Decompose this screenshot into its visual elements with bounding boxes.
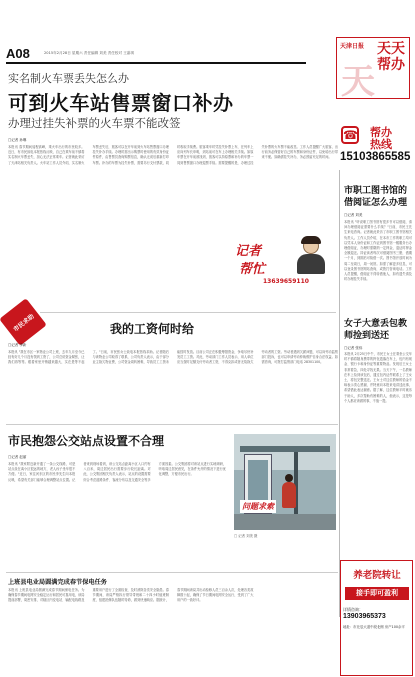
hotline-title-b: 热线 [370, 138, 392, 151]
page-number: A08 [6, 46, 30, 61]
elevator-body: 本报讯 上班县电业局圆满完成春节期间保电任务。为确保春节期间电网安全稳定运行和居民可靠用电，该局提前部署，周密安排，对辖区内变电站、输配电线路及重要用户进行了全面检查，及时消除各类安全隐患。春节期间，该局严格执行领导带班和二十四小时值班制度，组建抢修队伍随时待命，做到快速响应。据统计，春节期间该局共出动检修人员三百余人次，处理各类故障数十起，确保了节日期间电网安全运行，受到了广大用户的一致好评。 [8, 588, 254, 603]
stamp-word-a: 记者 [235, 244, 262, 259]
lead-body: 本报讯 春节期间返程高峰，乘火车出行的市民较多。近日，有市民致电本报热线反映，自己在乘车前不慎将实名制火车票丢失，担心无法正常乘车。记者就此采访了天津站相关负责人。火车站工作人员介绍，实名制火车票丢失后，旅客可以在开车前到火车站售票窗口办理挂失补办手续。办理时需出示购票时使用的有效身份证件原件，由售票员查询购票信息，确认无误后重新打印车票。补办的车票为挂失补票，需要另行支付票款，同时收取手续费。旅客乘车时凭挂失补票上车，在列车上应向列车长申明，到站前可在车上办理相关手续。如原车票在开车前被找到，旅客可以持原票和补办的车票一同到售票窗口办理退票手续。需要提醒的是，办理过挂失补票的火车票不能改签。工作人员提醒广大旅客，出行前务必保管好自己的车票和身份证件，以免给出行带来不便。如确需挂失补办，务必预留充足的时间。 [8, 145, 338, 165]
ad-phone-label: 详情咨询： [343, 607, 363, 612]
column-divider [339, 170, 340, 617]
header-rule [6, 62, 306, 64]
hotline-title-a: 帮办 [370, 126, 392, 139]
ad-box [340, 560, 413, 676]
header-meta: 2015年2月28日 星期六 责任编辑 刘美 责任校对 王嘉琪 [44, 51, 134, 55]
wage-bottom-rule [6, 424, 338, 425]
station-headline: 市民抱怨公交站点设置不合理 [8, 434, 165, 448]
card-body: 本报讯 "听说职工图书馆有很多书可以借阅，请问办理借阅证需要什么手续？"日前，市民王先生来电咨询。记者就此采访了市职工图书馆相关负责人。工作人员介绍，在本市工作的职工均可以凭本人身份证和工作证到图书馆一楼服务台办理借阅证，办理时需缴纳一定押金，退证时押金全额退还。持证读者每次可借阅图书三册，借期一个月，到期后可续借一次。图书馆开放时间为周二至周日，周一闭馆。如需了解更多信息，可以登录图书馆网站查询，或拨打咨询电话。工作人员提醒，借阅证不得转借他人，如有遗失请及时办理挂失手续。 [344, 220, 412, 282]
logo-paper-name: 天津日报 [340, 43, 365, 50]
stamp-phone: 13639659110 [263, 278, 309, 285]
women-body: 本报讯 2月25日中午，市民王女士在乘坐公交车时不慎将随身携带的挎包遗落在车上，包内有现金、银行卡和身份证等重要物品。发现后王女士非常着急，四处寻找无果。当天下午，一名教师在车上捡到该包后，通过包内证件联系上了王女士，将包完整送还。王女士对这位教师的拾金不昧表示衷心感谢，并特意向本报来电讲述此事，希望借此表达谢意。据了解，这位教师平时就乐于助人，多次帮助有困难的人，他表示，这是每个人都应该做的事，不值一提。 [344, 352, 412, 403]
reporter-stamp [235, 236, 339, 292]
photo-caption-badge: 问题求索 [242, 501, 274, 511]
elevator-headline: 上班县电业局圆满完成春节保电任务 [8, 579, 107, 586]
logo-title: 天天帮办 [377, 41, 405, 73]
logo-box [336, 37, 410, 102]
station-byline: □记者 赵丽 [8, 455, 27, 459]
phone-icon: ☎ [343, 128, 358, 142]
card-byline: □记者 刘美 [344, 213, 363, 217]
ad-phone: 13903965373 [343, 613, 386, 620]
wage-body: 本报讯 "我在市区一家物业公司上班，去年九月至今已经有好几个月没有领到工资了，公司总说资金紧张，让我们再等等。眼看家里开销越来越大，实在是等不起了。"日前，市民张女士致电本报热线求助。记者随后与该物业公司取得了联系，公司负责人表示，由于部分业主拖欠物业费，公司资金周转困难，导致员工工资未能按时发放。目前公司正在积极筹措资金，争取尽快补发员工工资。对此，劳动部门工作人员表示，用人单位应当按时足额支付劳动者工资，不得克扣或者无故拖欠劳动者的工资。劳动者遇到欠薪问题，可以向劳动监察部门投诉，也可以申请劳动仲裁维护自身合法权益。如需咨询，可拨打监察部门电话 28301100。 [8, 350, 338, 365]
women-byline: □记者 张伟 [344, 346, 363, 350]
card-headline: 市职工图书馆的借阅证怎么办理 [344, 186, 408, 208]
lead-byline: □记者 孙琳 [8, 138, 27, 142]
hotline-number: 15103865585 [340, 151, 411, 163]
station-body: 本报讯 "我家附近新开通了一条公交线路，可是站点设在离小区很远的地方，老人孩子坐车很不方便。"近日，家住河东区的市民李先生向本报反映，希望有关部门能够合理调整站点位置。记者来到现场看到，该公交站点距离小区入口约有八百米，周边居民出行需要步行较长距离。对此，公交集团相关负责人表示，站点的设置需要综合考虑道路条件、客流分布以及交通安全等多方面因素。公交集团将对该站点进行实地调研，听取周边居民意见，在条件允许的情况下进行优化调整，方便市民出行。 [8, 462, 226, 482]
lead-kicker: 实名制火车票丢失怎么办 [8, 72, 129, 85]
hotline-box [340, 124, 412, 166]
lead-headline: 可到火车站售票窗口补办 [8, 91, 234, 115]
bus-stop-photo [234, 434, 336, 530]
ad-subtitle: 接手即可盈利 [345, 587, 409, 600]
photo-credit: □ 记者 刘美 摄 [234, 534, 258, 538]
logo-decoration: 天 [341, 62, 375, 102]
women-headline: 女子大意丢包教师捡到送还 [344, 319, 408, 341]
wage-top-rule [40, 312, 336, 313]
ad-title: 养老院转让 [353, 570, 401, 581]
wage-byline: □记者 李新 [8, 343, 27, 347]
ribbon-label: 市民求助 [11, 312, 36, 333]
ad-address: 地址：市北辰大道中段北侧 房产100余平 [343, 625, 405, 629]
wage-headline: 我的工资何时给 [110, 322, 195, 336]
lead-subhead: 办理过挂失补票的火车票不能改签 [8, 116, 181, 130]
reporter-avatar [289, 236, 333, 276]
stamp-word-b: 帮忙 [239, 262, 266, 277]
station-bottom-rule [6, 572, 338, 573]
